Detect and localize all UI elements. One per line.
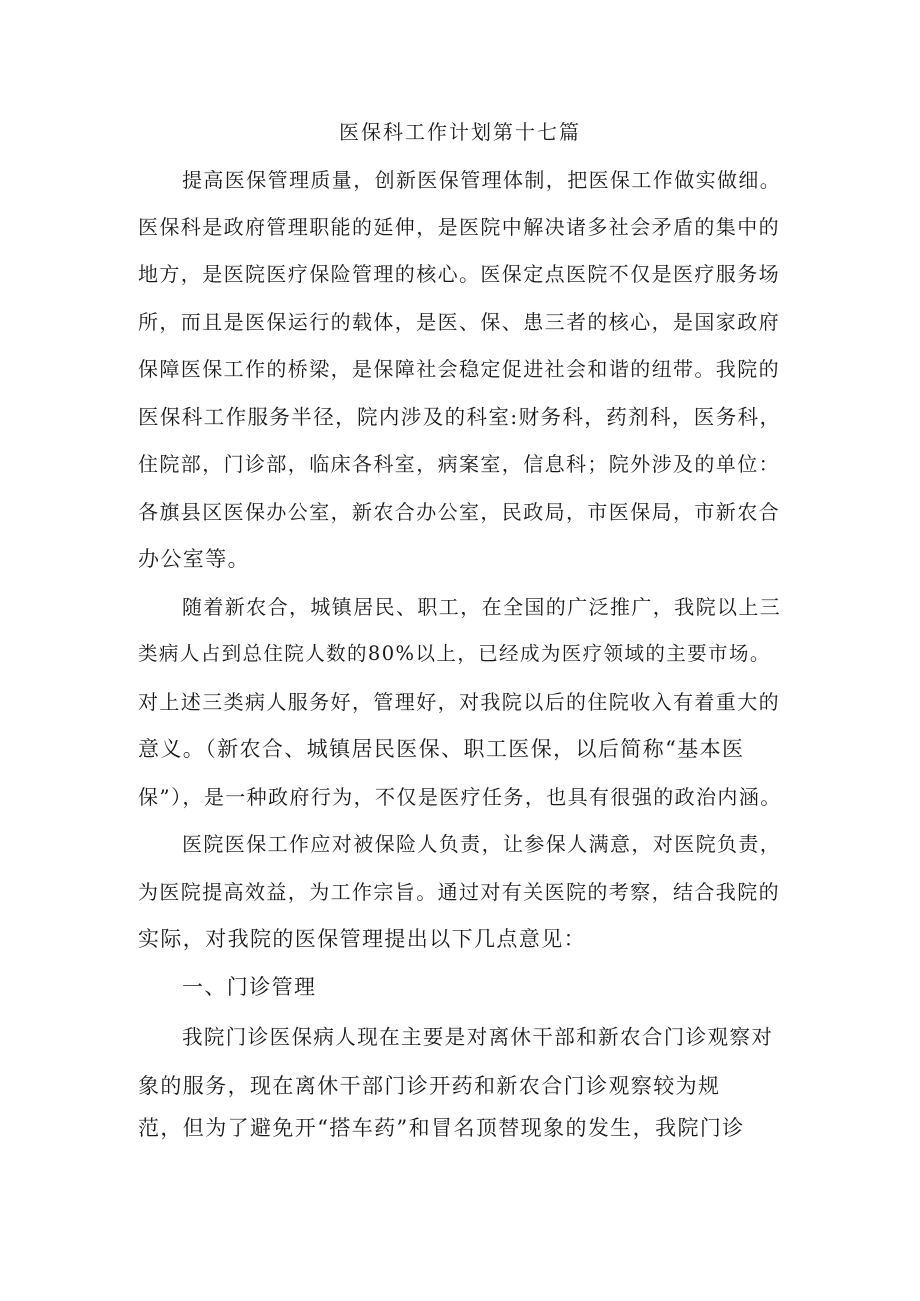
paragraph-line: 类病人占到总住院人数的80%以上，已经成为医疗领域的主要市场。: [138, 642, 771, 665]
paragraph-line: 所，而且是医保运行的载体，是医、保、患三者的核心，是国家政府: [138, 310, 780, 334]
paragraph-line: 住院部，门诊部，临床各科室，病案室，信息科；院外涉及的单位：: [138, 452, 780, 476]
paragraph-line: 医保科是政府管理职能的延伸，是医院中解决诸多社会矛盾的集中的: [138, 215, 780, 239]
paragraph-line: 医院医保工作应对被保险人负责，让参保人满意，对医院负责，: [182, 832, 782, 856]
paragraph-line: 象的服务，现在离休干部门诊开药和新农合门诊观察较为规: [138, 1074, 721, 1098]
paragraph-line: 我院门诊医保病人现在主要是对离休干部和新农合门诊观察对: [182, 1025, 774, 1049]
paragraph-line: 范，但为了避免开“搭车药”和冒名顶替现象的发生，我院门诊: [138, 1116, 745, 1140]
document-title: 医保科工作计划第十七篇: [339, 120, 581, 144]
section-heading: 一、门诊管理: [182, 975, 317, 999]
paragraph-line: 提高医保管理质量，创新医保管理体制，把医保工作做实做细。: [182, 168, 782, 192]
paragraph-line: 地方，是医院医疗保险管理的核心。医保定点医院不仅是医疗服务场: [138, 262, 780, 286]
paragraph-line: 意义。（新农合、城镇居民医保、职工医保，以后简称“基本医: [138, 737, 745, 761]
paragraph-line: 保”），是一种政府行为，不仅是医疗任务，也具有很强的政治内涵。: [138, 785, 782, 809]
paragraph-line: 随着新农合，城镇居民、职工，在全国的广泛推广，我院以上三: [182, 595, 782, 619]
paragraph-line: 实际，对我院的医保管理提出以下几点意见：: [138, 927, 586, 951]
paragraph-line: 对上述三类病人服务好，管理好，对我院以后的住院收入有着重大的: [138, 690, 780, 714]
paragraph-line: 保障医保工作的桥梁，是保障社会稳定促进社会和谐的纽带。我院的: [138, 357, 780, 381]
paragraph-line: 医保科工作服务半径，院内涉及的科室:财务科，药剂科，医务科，: [138, 405, 782, 429]
paragraph-line: 为医院提高效益，为工作宗旨。通过对有关医院的考察，结合我院的: [138, 880, 780, 904]
paragraph-line: 办公室等。: [138, 547, 250, 571]
paragraph-line: 各旗县区医保办公室，新农合办公室，民政局，市医保局，市新农合: [138, 500, 780, 524]
